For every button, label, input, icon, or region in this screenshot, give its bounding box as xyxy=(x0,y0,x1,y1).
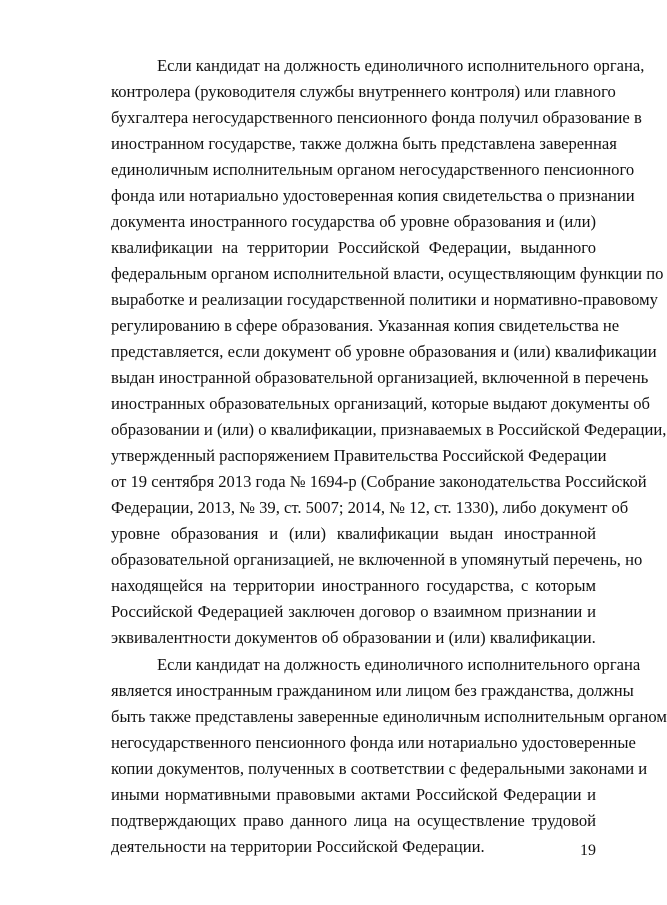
paragraph-1-line-8: квалификации на территории Российской Федерации, выданного xyxy=(111,238,596,257)
paragraph-1-line-11: регулированию в сфере образования. Указанная копия свидетельства не xyxy=(111,316,620,335)
paragraph-1-line-22: Российской Федерацией заключен договор о взаимном признании и xyxy=(111,602,596,621)
paragraph-1-line-5: единоличным исполнительным органом негосударственного пенсионного xyxy=(111,160,635,179)
paragraph-1-line-12: представляется, если документ об уровне образования и (или) квалификации xyxy=(111,342,657,361)
paragraph-2-line-6: иными нормативными правовыми актами Российской Федерации и xyxy=(111,785,596,804)
paragraph-1-line-2: контролера (руководителя службы внутреннего контроля) или главного xyxy=(111,82,616,101)
paragraph-1-line-1: Если кандидат на должность единоличного исполнительного органа, xyxy=(157,56,645,75)
paragraph-1-line-20: образовательной организацией, не включенной в упомянутый перечень, но xyxy=(111,550,643,569)
paragraph-2-line-4: негосударственного пенсионного фонда или нотариально удостоверенные xyxy=(111,733,636,752)
paragraph-1-line-15: образовании и (или) о квалификации, признаваемых в Российской Федерации, xyxy=(111,420,667,439)
paragraph-2-line-1: Если кандидат на должность единоличного исполнительного органа xyxy=(157,655,641,674)
page-number: 19 xyxy=(580,842,596,859)
paragraph-1-line-10: выработке и реализации государственной политики и нормативно-правовому xyxy=(111,290,658,309)
paragraph-1-line-14: иностранных образовательных организаций, которые выдают документы об xyxy=(111,394,650,413)
paragraph-1-line-17: от 19 сентября 2013 года № 1694-р (Собрание законодательства Российской xyxy=(111,472,647,491)
paragraph-1-line-9: федеральным органом исполнительной власти, осуществляющим функции по xyxy=(111,264,664,283)
paragraph-1-line-13: выдан иностранной образовательной организацией, включенной в перечень xyxy=(111,368,649,387)
paragraph-1-line-19: уровне образования и (или) квалификации выдан иностранной xyxy=(111,524,596,543)
paragraph-1-line-7: документа иностранного государства об уровне образования и (или) xyxy=(111,212,596,231)
paragraph-1-line-21: находящейся на территории иностранного государства, с которым xyxy=(111,576,596,595)
paragraph-2-line-8: деятельности на территории Российской Федерации. xyxy=(111,837,485,856)
paragraph-1-line-4: иностранном государстве, также должна быть представлена заверенная xyxy=(111,134,617,153)
paragraph-1-line-18: Федерации, 2013, № 39, ст. 5007; 2014, № 12, ст. 1330), либо документ об xyxy=(111,498,629,517)
paragraph-2-line-7: подтверждающих право данного лица на осуществление трудовой xyxy=(111,811,596,830)
paragraph-2-line-3: быть также представлены заверенные единоличным исполнительным органом xyxy=(111,707,667,726)
paragraph-2-line-2: является иностранным гражданином или лицом без гражданства, должны xyxy=(111,681,634,700)
paragraph-1-line-6: фонда или нотариально удостоверенная копия свидетельства о признании xyxy=(111,186,635,205)
paragraph-1-line-16: утвержденный распоряжением Правительства Российской Федерации xyxy=(111,446,607,465)
paragraph-1-line-23: эквивалентности документов об образовании и (или) квалификации. xyxy=(111,628,596,647)
paragraph-2-line-5: копии документов, полученных в соответствии с федеральными законами и xyxy=(111,759,648,778)
paragraph-1-line-3: бухгалтера негосударственного пенсионного фонда получил образование в xyxy=(111,108,642,127)
